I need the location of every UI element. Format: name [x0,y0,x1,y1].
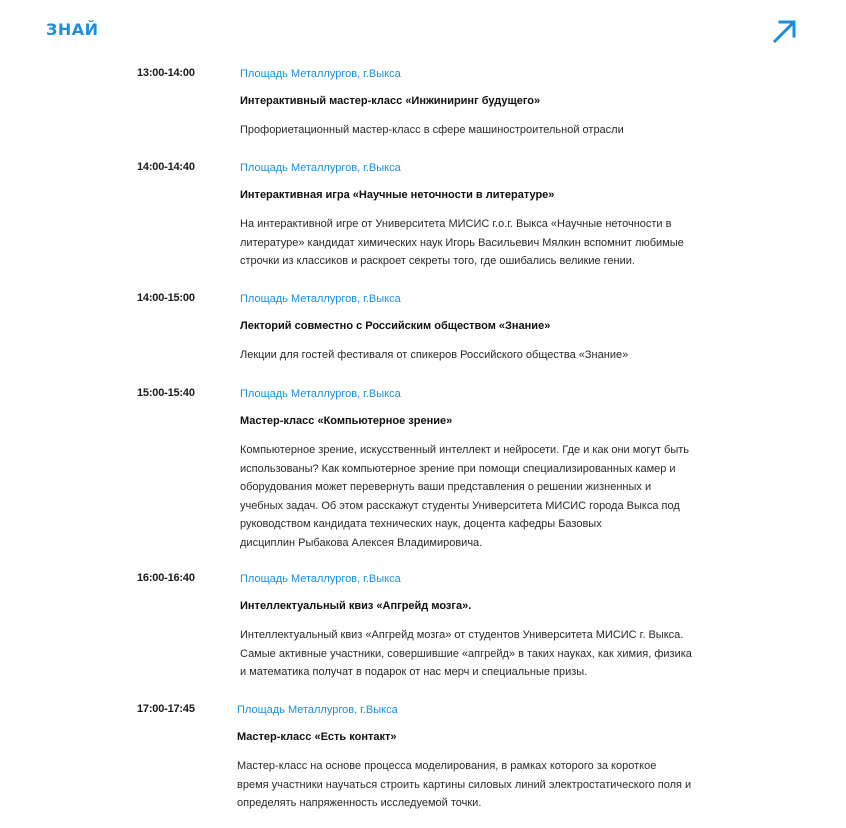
event-description: Профориетационный мастер-класс в сфере машиностроительной отрасли [240,124,624,136]
event-location-link[interactable]: Площадь Металлургов, г.Выкса [237,704,398,716]
event-location-link[interactable]: Площадь Металлургов, г.Выкса [240,573,401,585]
event-title: Интеллектуальный квиз «Апгрейд мозга». [240,600,472,612]
event-title: Мастер-класс «Компьютерное зрение» [240,415,453,427]
event-title: Интерактивная игра «Научные неточности в литературе» [240,189,555,201]
event-location-link[interactable]: Площадь Металлургов, г.Выкса [240,68,401,80]
event-time: 14:00-14:40 [137,161,195,173]
event-content [237,703,717,813]
event-description: Интеллектуальный квиз «Апгрейд мозга» от студентов Университета МИСИС г. Выкса. Самые активные участники, совершившие «апгрейд» в таких науках, как химия, физика и математика получат в подарок от нас мерч и специальные призы. [240,629,692,678]
logo[interactable]: ЗНАЙ [46,20,99,39]
event-location-link[interactable]: Площадь Металлургов, г.Выкса [240,388,401,400]
event-location-link[interactable]: Площадь Металлургов, г.Выкса [240,293,401,305]
event-content [240,387,720,552]
event-time: 14:00-15:00 [137,292,195,304]
event-description: Мастер-класс на основе процесса моделирования, в рамках которого за короткое время участники научаться строить картины силовых линий электростатического поля и определять напряженность исследуемой точки. [237,760,692,809]
event-location-link[interactable]: Площадь Металлургов, г.Выкса [240,162,401,174]
event-description: На интерактивной игре от Университета МИСИС г.о.г. Выкса «Научные неточности в литературе» кандидат химических наук Игорь Васильевич Мялкин вспомнит любимые строчки из классиков и раскроет секреты того, где ошибались великие гении. [240,218,684,267]
event-title: Лекторий совместно с Российским обществом «Знание» [240,320,551,332]
event-content [240,572,720,682]
event-time: 16:00-16:40 [137,572,195,584]
event-time: 17:00-17:45 [137,703,195,715]
event-content [240,67,720,140]
event-time: 15:00-15:40 [137,387,195,399]
event-content [240,161,720,271]
event-description: Компьютерное зрение, искусственный интеллект и нейросети. Где и как они могут быть использованы? Как компьютерное зрение при помощи специализированных камер и оборудования может перевернуть ваши представления о решении жизненных и учебных задач. Об этом расскажут студенты Университета МИСИС города Выкса под руководством кандидата технических наук, доцента кафедры Базовых дисциплин Рыбакова Алексея Владимировича. [240,444,690,549]
event-title: Мастер-класс «Есть контакт» [237,731,397,743]
event-title: Интерактивный мастер-класс «Инжиниринг будущего» [240,95,541,107]
event-content [240,292,720,365]
event-time: 13:00-14:00 [137,67,195,79]
arrow-up-right-icon[interactable] [772,18,798,44]
event-description: Лекции для гостей фестиваля от спикеров Российского общества «Знание» [240,349,629,361]
